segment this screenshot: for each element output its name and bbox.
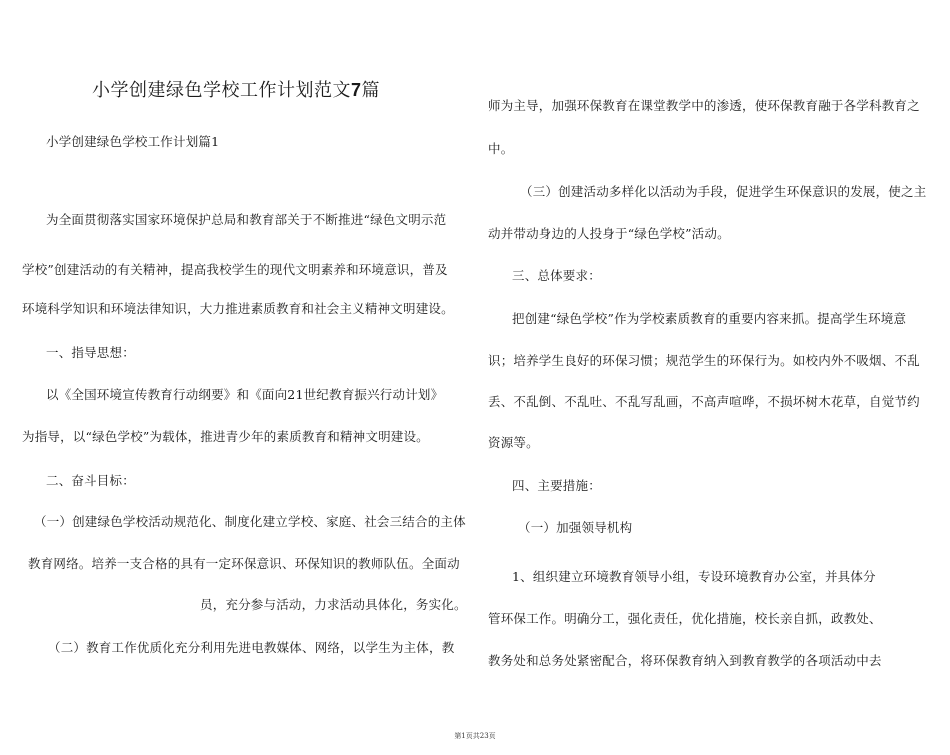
- paragraph-line: 教务处和总务处紧密配合，将环保教育纳入到教育教学的各项活动中去: [488, 653, 882, 668]
- document-title: 小学创建绿色学校工作计划范文7篇: [92, 80, 381, 101]
- paragraph-line: 为指导，以“绿色学校”为载体，推进青少年的素质教育和精神文明建设。: [22, 429, 429, 444]
- paragraph-line: 1、组织建立环境教育领导小组，专设环境教育办公室，并具体分: [512, 569, 876, 584]
- paragraph-line: 师为主导，加强环保教育在课堂教学中的渗透，使环保教育融于各学科教育之: [488, 98, 920, 113]
- paragraph-line: （三）创建活动多样化以活动为手段，促进学生环保意识的发展，使之主: [520, 184, 927, 199]
- paragraph-line: 资源等。: [488, 435, 539, 450]
- section-heading: 小学创建绿色学校工作计划篇1: [46, 134, 220, 149]
- section-heading: 二、奋斗目标：: [46, 473, 135, 488]
- paragraph-line: 为全面贯彻落实国家环境保护总局和教育部关于不断推进“绿色文明示范: [46, 212, 447, 227]
- paragraph-line: 教育网络。培养一支合格的具有一定环保意识、环保知识的教师队伍。全面动: [28, 556, 460, 571]
- paragraph-line: 学校”创建活动的有关精神，提高我校学生的现代文明素养和环境意识，普及: [22, 262, 448, 277]
- paragraph-line: 把创建“绿色学校”作为学校素质教育的重要内容来抓。提高学生环境意: [512, 311, 907, 326]
- paragraph-line: （一）创建绿色学校活动规范化、制度化建立学校、家庭、社会三结合的主体: [34, 514, 466, 529]
- paragraph-line: 员，充分参与活动，力求活动具体化，务实化。: [200, 597, 467, 612]
- paragraph-line: 以《全国环境宣传教育行动纲要》和《面向21世纪教育振兴行动计划》: [46, 387, 444, 402]
- paragraph-line: 丢、不乱倒、不乱吐、不乱写乱画，不高声喧哗，不损坏树木花草，自觉节约: [488, 394, 920, 409]
- paragraph-line: 动并带动身边的人投身于“绿色学校”活动。: [488, 226, 730, 241]
- section-heading: 四、主要措施：: [512, 478, 601, 493]
- paragraph-line: 识；培养学生良好的环保习惯；规范学生的环保行为。如校内外不吸烟、不乱: [488, 353, 920, 368]
- section-heading: 一、指导思想：: [46, 345, 135, 360]
- paragraph-line: 中。: [488, 141, 514, 156]
- section-heading: 三、总体要求：: [512, 268, 601, 283]
- paragraph-line: 管环保工作。明确分工，强化责任，优化措施，校长亲自抓，政教处、: [488, 611, 882, 626]
- page-number: 第1页共23页: [454, 732, 496, 740]
- paragraph-line: 环境科学知识和环境法律知识，大力推进素质教育和社会主义精神文明建设。: [22, 301, 454, 316]
- paragraph-line: （二）教育工作优质化充分利用先进电教媒体、网络，以学生为主体，教: [48, 640, 455, 655]
- section-heading: （一）加强领导机构: [518, 520, 633, 535]
